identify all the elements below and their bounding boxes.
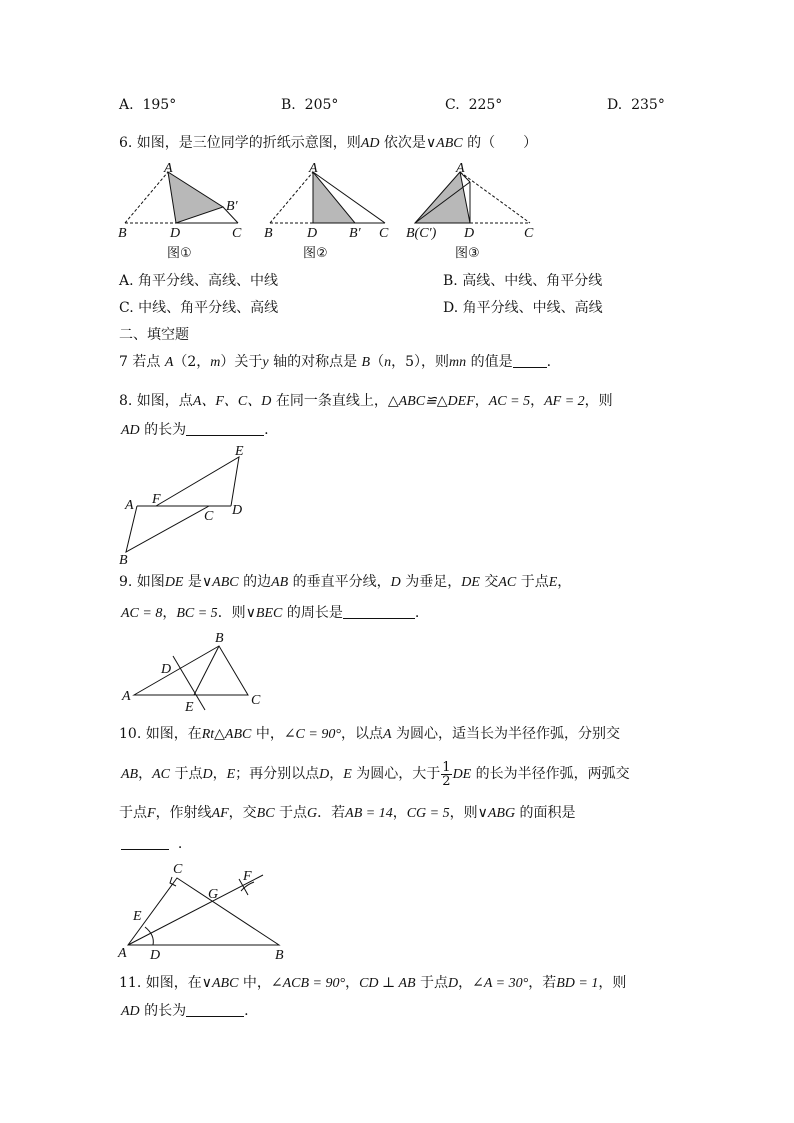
q9-stem-line1 — [119, 572, 571, 593]
label-d: D — [307, 226, 318, 241]
q8-text: 8. 如图，点 — [119, 393, 193, 409]
label-c: C — [379, 226, 389, 241]
label-b: B — [119, 553, 128, 568]
option-letter: A. — [119, 97, 134, 113]
q6-option-d: D. 角平分线、中线、高线 — [443, 300, 603, 316]
math-angle: ∠ACB = 90° — [270, 976, 346, 991]
math-triangle: Rt△ABC — [201, 727, 252, 742]
math-triangle: ∨ABC — [201, 575, 239, 590]
q6-option-a: A. 角平分线、高线、中线 — [119, 273, 279, 289]
math-triangle: ∨ABG — [477, 806, 516, 821]
math-triangle: ∨ABC — [425, 136, 463, 151]
option-value: 225° — [468, 97, 503, 113]
q9-text: 为垂足， — [400, 574, 462, 590]
q10-text: ， — [212, 766, 227, 782]
option-value: 195° — [142, 97, 177, 113]
math-angle: ∠C = 90° — [283, 727, 341, 742]
q8-text: ， — [474, 393, 489, 409]
math-ad: AD — [360, 136, 380, 151]
label-f: F — [152, 492, 161, 507]
option-value: 205° — [304, 97, 339, 113]
label-a: A — [164, 161, 173, 176]
q6-stem — [119, 133, 537, 154]
q10-text: 中， — [251, 726, 284, 742]
label-a: A — [125, 498, 134, 513]
math-de: DE — [461, 575, 480, 590]
math-bc: BC — [256, 806, 275, 821]
label-b: B — [215, 631, 224, 646]
q10-text: . — [177, 836, 183, 852]
q9-text: 于点 — [516, 574, 549, 590]
figure-caption-1: 图① — [167, 246, 192, 261]
option-value: 235° — [631, 97, 665, 113]
q6-folding-figures — [110, 160, 560, 270]
option-letter: D. — [607, 97, 623, 113]
q10-text: ，作射线 — [155, 805, 212, 821]
math-d: D — [390, 575, 401, 590]
q8-text: 在同一条直线上， — [271, 393, 388, 409]
label-c: C — [173, 862, 183, 877]
q7-text: 的值是 — [466, 354, 513, 370]
math-y: y — [262, 355, 269, 370]
q9-text: 的垂直平分线， — [288, 574, 391, 590]
math-triangle: ∨ABC — [201, 976, 239, 991]
q11-text: 中， — [238, 975, 271, 991]
q9-text: . — [414, 605, 420, 621]
q10-text: ， — [138, 766, 153, 782]
q7-text: 7 若点 — [119, 354, 165, 370]
math-ac: AC — [498, 575, 517, 590]
q7-text: （ — [370, 354, 385, 370]
q9-text: ．则 — [217, 605, 246, 621]
q10-text: 为圆心，大于 — [351, 766, 441, 782]
fraction-one-half — [441, 761, 451, 788]
math-e: E — [548, 575, 558, 590]
option-letter: C. — [445, 97, 460, 113]
q8-text: ，则 — [584, 393, 613, 409]
figure-caption-3: 图③ — [455, 246, 480, 261]
math-ad: AD — [121, 423, 140, 438]
q11-text: 于点 — [415, 975, 449, 991]
q8-text: ， — [530, 393, 545, 409]
math-ac: AC = 8 — [121, 606, 163, 621]
label-a: A — [118, 946, 127, 961]
q7-text: 轴的对称点是 — [268, 354, 362, 370]
q9-text: ， — [162, 605, 177, 621]
label-a: A — [456, 161, 465, 176]
q10-text: 10. 如图，在 — [119, 726, 202, 742]
math-bd: BD = 1 — [556, 976, 599, 991]
answer-blank[interactable] — [513, 353, 547, 368]
q10-text: ．若 — [317, 805, 346, 821]
label-d: D — [464, 226, 475, 241]
math-n: n — [384, 355, 392, 370]
math-angle: ∠A = 30° — [472, 976, 529, 991]
figure-caption-2: 图② — [303, 246, 328, 261]
label-a: A — [309, 161, 318, 176]
label-d: D — [150, 948, 161, 963]
math-points: A、F、C、D — [192, 394, 272, 409]
section-title: 二、填空题 — [119, 327, 189, 343]
fraction-denominator: 2 — [442, 773, 451, 789]
q11-stem-line1 — [119, 973, 626, 994]
q6-figure-3 — [406, 161, 534, 241]
q10-text: ，则 — [449, 805, 478, 821]
math-ac: AC — [152, 767, 170, 782]
label-g: G — [208, 887, 219, 902]
q7-text: ）关于 — [220, 354, 263, 370]
math-m: m — [210, 355, 221, 370]
answer-blank[interactable] — [121, 835, 169, 850]
math-ab: AB — [121, 767, 139, 782]
label-f: F — [243, 869, 252, 884]
q11-stem-line2 — [121, 1001, 249, 1022]
q6-figure-2 — [264, 161, 389, 241]
q8-figure — [115, 440, 265, 570]
label-b: B — [118, 226, 127, 241]
q7-text: . — [546, 354, 552, 370]
math-a: A — [164, 355, 174, 370]
label-e: E — [185, 700, 194, 714]
label-b-prime: B′ — [226, 199, 238, 214]
q10-stem-line1 — [119, 724, 620, 745]
label-a: A — [122, 689, 131, 704]
q11-text: 的长为 — [139, 1003, 187, 1019]
q6-stem-text: 依次是 — [379, 135, 426, 151]
math-d: D — [202, 767, 213, 782]
q10-text: ，交 — [228, 805, 257, 821]
q10-text: ，以点 — [340, 726, 383, 742]
q7-text: ，5），则 — [391, 354, 450, 370]
q7-text: （2， — [173, 354, 211, 370]
q10-text: ， — [329, 766, 344, 782]
label-b: B — [275, 948, 284, 963]
q7-stem — [119, 352, 551, 373]
q10-figure — [115, 855, 290, 967]
math-congruence: △ABC≌△DEF — [387, 394, 475, 409]
q11-text: ， — [458, 975, 473, 991]
math-g: G — [307, 806, 318, 821]
q10-stem-line3 — [119, 803, 576, 824]
q10-stem-line2 — [121, 760, 630, 789]
q6-option-b: B. 高线、中线、角平分线 — [443, 273, 603, 289]
q11-text: ， — [345, 975, 360, 991]
math-e: E — [226, 767, 236, 782]
q9-text: 的边 — [238, 574, 272, 590]
q10-text: 为圆心，适当长为半径作弧，分别交 — [391, 726, 620, 742]
math-bc: BC = 5 — [176, 606, 218, 621]
q6-figure-1 — [118, 161, 242, 241]
label-d: D — [232, 503, 243, 518]
math-de: DE — [452, 767, 472, 782]
q8-stem-line2 — [121, 420, 269, 441]
label-b: B — [264, 226, 273, 241]
answer-blank[interactable] — [343, 604, 415, 619]
label-e: E — [235, 444, 244, 459]
math-cg: CG = 5 — [406, 806, 450, 821]
q10-text: 于点 — [119, 805, 147, 821]
label-d: D — [170, 226, 181, 241]
q10-text: ， — [392, 805, 407, 821]
option-letter: B. — [281, 97, 296, 113]
math-ab: AB = 14 — [345, 806, 393, 821]
q5-option-c — [445, 95, 502, 115]
math-ad: AD — [121, 1004, 140, 1019]
q6-stem-text: 6. 如图，是三位同学的折纸示意图，则 — [119, 135, 361, 151]
q10-answer-line — [121, 834, 182, 854]
math-mn: mn — [449, 355, 467, 370]
label-c: C — [204, 509, 214, 524]
q9-text: ， — [557, 574, 572, 590]
label-b-c-prime: B(C′) — [406, 226, 437, 241]
q5-option-a — [119, 95, 176, 115]
q9-text: 交 — [479, 574, 499, 590]
q11-text: ，若 — [528, 975, 557, 991]
fraction-numerator: 1 — [442, 759, 451, 775]
q11-text: ，则 — [598, 975, 627, 991]
math-af: AF — [211, 806, 229, 821]
math-ac: AC = 5 — [488, 394, 531, 409]
q11-text: 11. 如图，在 — [119, 975, 202, 991]
label-d: D — [161, 662, 172, 677]
answer-blank[interactable] — [186, 421, 264, 436]
math-f: F — [147, 806, 156, 821]
q9-text: 的周长是 — [282, 605, 343, 621]
q6-stem-text: 的（ ） — [462, 135, 538, 151]
math-af: AF = 2 — [544, 394, 585, 409]
math-perpendicular: CD ⊥ AB — [359, 976, 416, 991]
q8-stem-line1 — [119, 391, 613, 412]
q10-text: 于点 — [274, 805, 308, 821]
label-c: C — [524, 226, 534, 241]
answer-blank[interactable] — [186, 1002, 244, 1017]
q10-text: 的面积是 — [515, 805, 576, 821]
label-e: E — [133, 909, 142, 924]
label-c: C — [232, 226, 242, 241]
q5-option-b — [281, 95, 338, 115]
math-ab: AB — [271, 575, 289, 590]
q8-text: 的长为 — [139, 422, 187, 438]
q9-figure — [115, 628, 275, 714]
label-c: C — [251, 693, 261, 708]
q5-option-d — [607, 95, 665, 115]
math-triangle: ∨BEC — [245, 606, 283, 621]
math-d: D — [448, 976, 459, 991]
q10-text: 于点 — [170, 766, 203, 782]
math-b: B — [361, 355, 371, 370]
label-b-prime: B′ — [349, 226, 361, 241]
math-de: DE — [164, 575, 184, 590]
math-e: E — [343, 767, 352, 782]
math-a: A — [382, 727, 392, 742]
q6-option-c: C. 中线、角平分线、高线 — [119, 300, 279, 316]
q10-text: 的长为半径作弧，两弧交 — [471, 766, 630, 782]
q10-text: ；再分别以点 — [235, 766, 320, 782]
q8-text: . — [264, 422, 269, 438]
q9-text: 是 — [183, 574, 202, 590]
q11-text: . — [244, 1003, 249, 1019]
q9-text: 9. 如图 — [119, 574, 165, 590]
q9-stem-line2 — [121, 603, 419, 624]
math-d: D — [319, 767, 330, 782]
